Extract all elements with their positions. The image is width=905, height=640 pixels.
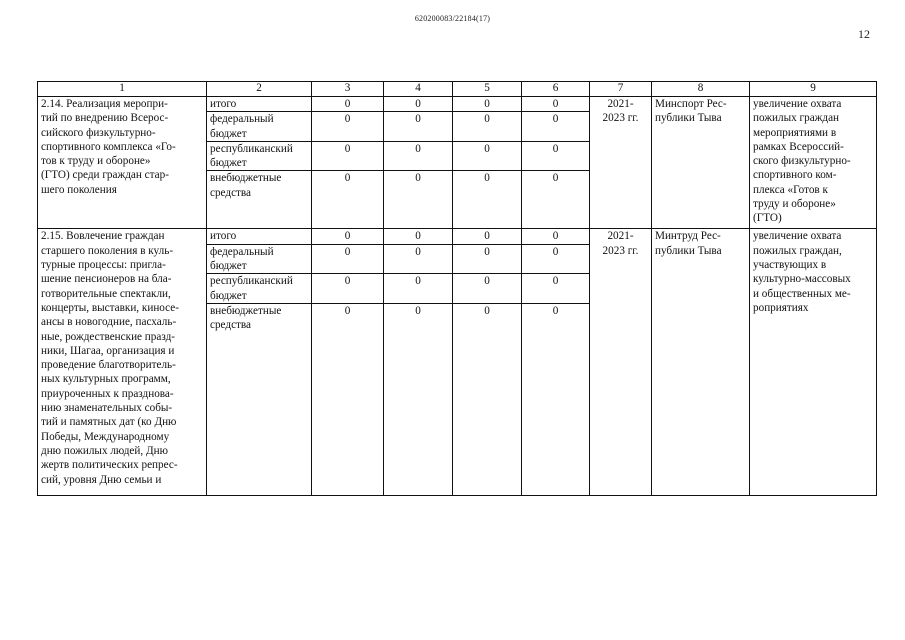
text-line: (ГТО) [753, 212, 782, 225]
value-cell: 0 [384, 303, 453, 495]
funding-source-cell [207, 97, 312, 112]
text-line: Победы, Международному [41, 430, 170, 443]
header-cell: 2 [207, 82, 312, 97]
text-line: дню пожилых людей, Дню [41, 444, 168, 457]
value-cell: 0 [384, 171, 453, 229]
text-line: итого [210, 230, 237, 243]
value-cell: 0 [453, 229, 522, 244]
value-cell: 0 [453, 244, 522, 274]
text-line: роприятиях [753, 301, 809, 314]
funding-source-cell [207, 171, 312, 229]
text-line: тий и памятных дат (ко Дню [41, 416, 177, 429]
table-row [38, 97, 877, 112]
text-line: старшего поколения в куль- [41, 244, 174, 257]
funding-source-cell [207, 229, 312, 244]
text-line: участвующих в [753, 259, 827, 272]
value-cell: 0 [384, 97, 453, 112]
value-cell: 0 [453, 112, 522, 142]
text-line: сийского физкультурно- [41, 126, 156, 139]
text-line: увеличение охвата [753, 230, 842, 243]
funding-source-cell [207, 303, 312, 495]
value-cell: 0 [522, 97, 590, 112]
text-line: жертв политических репрес- [41, 459, 178, 472]
text-line: бюджет [210, 127, 247, 140]
value-cell: 0 [384, 112, 453, 142]
header-cell: 5 [453, 82, 522, 97]
header-row [38, 82, 877, 97]
header-cell: 4 [384, 82, 453, 97]
text-line: сий, уровня Дню семьи и [41, 473, 162, 486]
value-cell: 0 [312, 274, 384, 304]
value-cell: 0 [312, 229, 384, 244]
text-line: 2021- [607, 230, 634, 243]
result-cell [750, 229, 877, 495]
text-line: 2021- [607, 98, 634, 110]
text-line: публики Тыва [655, 112, 722, 125]
value-cell: 0 [312, 141, 384, 171]
funding-source-cell [207, 274, 312, 304]
text-line: увеличение охвата [753, 98, 842, 110]
value-cell: 0 [453, 141, 522, 171]
text-line: федеральный [210, 245, 274, 258]
text-line: ных культурных программ, [41, 373, 171, 386]
activities-table [37, 81, 877, 496]
text-line: республиканский [210, 275, 293, 288]
activity-name-cell [38, 229, 207, 495]
text-line: ники, Шагаа, организация и [41, 344, 175, 357]
header-cell: 7 [590, 82, 652, 97]
text-line: спортивного комплекса «Го- [41, 140, 176, 153]
funding-source-cell [207, 244, 312, 274]
text-line: ные, рождественские празд- [41, 330, 175, 343]
text-line: шение пенсионеров на бла- [41, 273, 172, 286]
executor-cell [652, 97, 750, 229]
funding-source-cell [207, 141, 312, 171]
text-line: проведение благотворитель- [41, 359, 176, 372]
value-cell: 0 [384, 141, 453, 171]
table-row [38, 229, 877, 244]
text-line: 2023 гг. [602, 244, 639, 257]
value-cell: 0 [453, 171, 522, 229]
text-line: спортивного ком- [753, 169, 837, 182]
value-cell: 0 [522, 274, 590, 304]
page-number: 12 [858, 27, 870, 41]
result-cell [750, 97, 877, 229]
text-line: публики Тыва [655, 244, 722, 257]
text-line: турные процессы: пригла- [41, 259, 166, 272]
text-line: средства [210, 186, 252, 199]
value-cell: 0 [312, 244, 384, 274]
text-line: мероприятиями в [753, 126, 837, 139]
text-line: труду и обороне» [753, 198, 836, 211]
value-cell: 0 [312, 112, 384, 142]
text-line: пожилых граждан, [753, 244, 842, 257]
activity-name-cell [38, 97, 207, 229]
text-line: бюджет [210, 157, 247, 170]
text-line: тий по внедрению Всерос- [41, 112, 169, 125]
text-line: федеральный [210, 113, 274, 126]
header-cell: 6 [522, 82, 590, 97]
document-id: 620200083/22184(17) [414, 14, 491, 23]
text-line: средства [210, 319, 252, 332]
text-line: ского физкультурно- [753, 155, 851, 168]
text-line: концерты, выставки, киносе- [41, 301, 179, 314]
header-cell: 1 [38, 82, 207, 97]
value-cell: 0 [522, 171, 590, 229]
value-cell: 0 [522, 303, 590, 495]
text-line: нию знаменательных собы- [41, 402, 173, 415]
text-line: ансы в новогодние, пасхаль- [41, 316, 177, 329]
value-cell: 0 [312, 303, 384, 495]
value-cell: 0 [453, 303, 522, 495]
value-cell: 0 [522, 141, 590, 171]
header-cell: 9 [750, 82, 877, 97]
text-line: тов к труду и обороне» [41, 155, 151, 168]
funding-source-cell [207, 112, 312, 142]
text-line: Минтруд Рес- [655, 230, 721, 243]
period-cell [590, 229, 652, 495]
text-line: 2.14. Реализация меропри- [41, 98, 168, 110]
text-line: готворительные спектакли, [41, 287, 171, 300]
text-line: республиканский [210, 142, 293, 155]
value-cell: 0 [522, 229, 590, 244]
text-line: культурно-массовых [753, 273, 851, 286]
executor-cell [652, 229, 750, 495]
value-cell: 0 [312, 171, 384, 229]
period-cell [590, 97, 652, 229]
value-cell: 0 [453, 97, 522, 112]
text-line: Минспорт Рес- [655, 98, 727, 110]
text-line: итого [210, 98, 237, 110]
text-line: бюджет [210, 260, 247, 273]
value-cell: 0 [312, 97, 384, 112]
header-cell: 8 [652, 82, 750, 97]
text-line: внебюджетные [210, 172, 282, 185]
text-line: 2023 гг. [602, 112, 639, 125]
text-line: внебюджетные [210, 304, 282, 317]
value-cell: 0 [384, 229, 453, 244]
text-line: бюджет [210, 289, 247, 302]
value-cell: 0 [384, 244, 453, 274]
text-line: пожилых граждан [753, 112, 840, 125]
value-cell: 0 [384, 274, 453, 304]
text-line: рамках Всероссий- [753, 140, 844, 153]
text-line: шего поколения [41, 183, 117, 196]
header-cell: 3 [312, 82, 384, 97]
value-cell: 0 [522, 244, 590, 274]
value-cell: 0 [522, 112, 590, 142]
text-line: приуроченных к празднова- [41, 387, 174, 400]
value-cell: 0 [453, 274, 522, 304]
text-line: и общественных ме- [753, 287, 851, 300]
text-line: 2.15. Вовлечение граждан [41, 230, 165, 243]
text-line: (ГТО) среди граждан стар- [41, 169, 169, 182]
text-line: плекса «Готов к [753, 183, 828, 196]
